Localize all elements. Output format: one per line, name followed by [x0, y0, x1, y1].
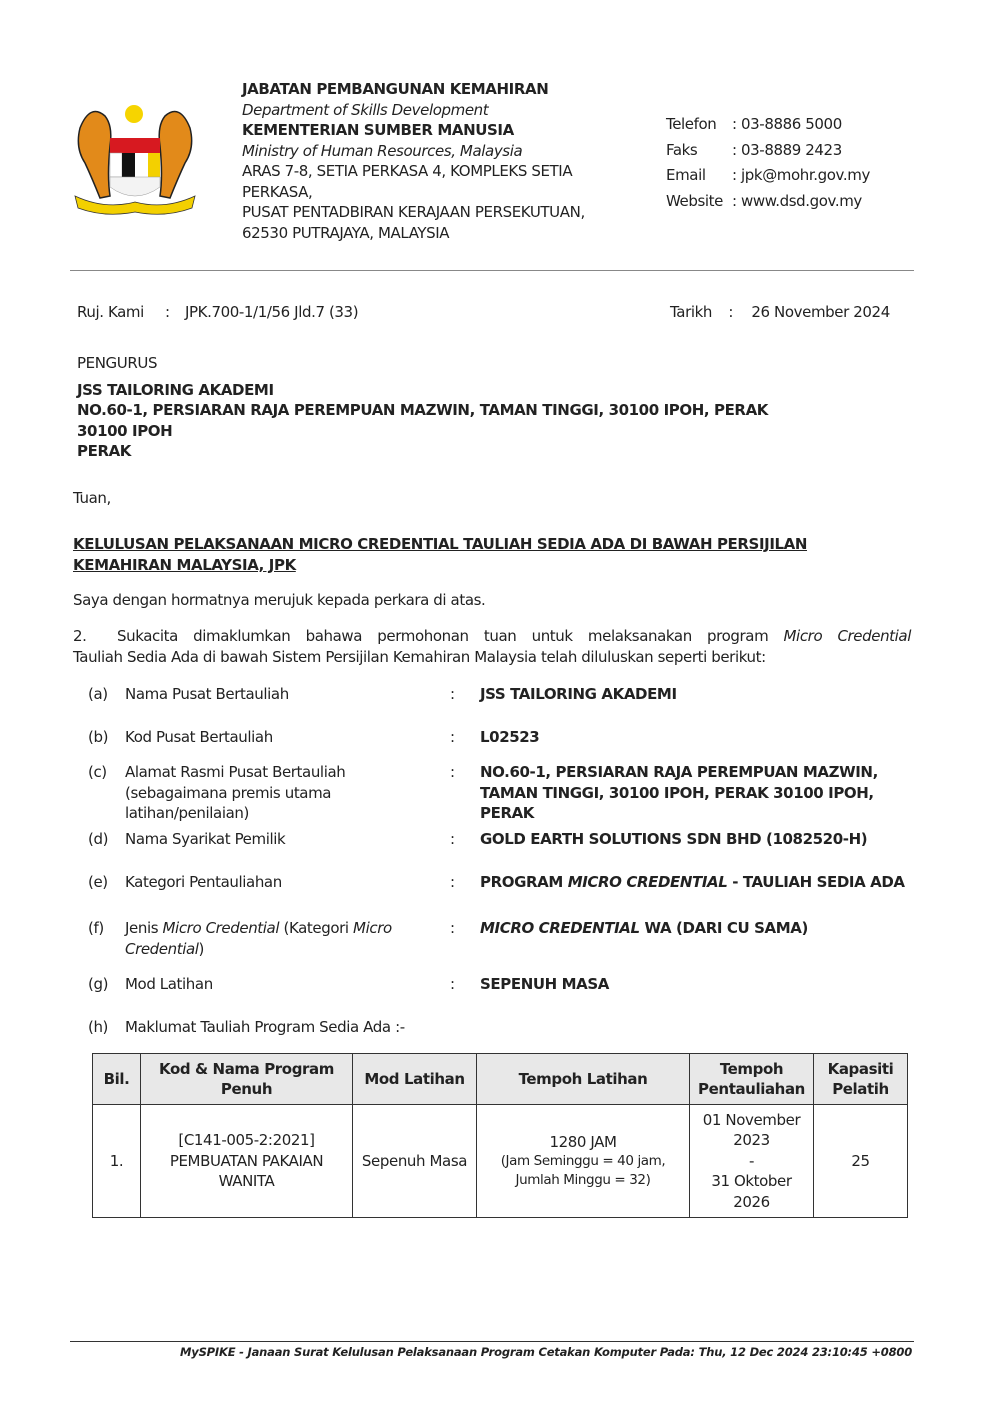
website-value: : www.dsd.gov.my — [732, 191, 862, 210]
item-label: Kategori Pentauliahan — [125, 873, 282, 891]
address-line: ARAS 7-8, SETIA PERKASA 4, KOMPLEKS SETIA — [242, 162, 573, 180]
date — [670, 303, 890, 321]
start-date: 01 November 2023 — [702, 1110, 801, 1150]
detail-item-a — [88, 684, 918, 705]
recipient-line: NO.60-1, PERSIARAN RAJA PEREMPUAN MAZWIN, TAMAN TINGGI, 30100 IPOH, PERAK — [77, 401, 769, 419]
recipient — [77, 353, 768, 462]
item-value: NO.60-1, PERSIARAN RAJA PEREMPUAN MAZWIN, TAMAN TINGGI, 30100 IPOH, PERAK 30100 IPOH, PERAK — [480, 763, 878, 822]
date-value: 26 November 2024 — [751, 303, 890, 321]
cell-kapasiti: 25 — [814, 1105, 908, 1218]
item-number: (h) — [88, 1018, 109, 1036]
fax-value: : 03-8889 2423 — [732, 140, 842, 159]
cell-mod: Sepenuh Masa — [353, 1105, 477, 1218]
detail-item-b — [88, 727, 918, 748]
date-separator: - — [748, 1151, 754, 1170]
address-line: PERKASA, — [242, 182, 313, 201]
item-label: Nama Pusat Bertauliah — [125, 685, 289, 703]
recipient-line: PERAK — [77, 442, 132, 460]
detail-item-f — [88, 918, 918, 959]
item-number: (e) — [88, 873, 108, 891]
item-colon: : — [450, 763, 455, 781]
item-label: Kod Pusat Bertauliah — [125, 728, 273, 746]
item-label: Nama Syarikat Pemilik — [125, 830, 286, 848]
recipient-line: 30100 IPOH — [77, 421, 173, 440]
reference-sep: : — [165, 303, 170, 321]
header-program: Kod & Nama Program Penuh — [141, 1054, 353, 1105]
table-header-row — [93, 1054, 908, 1105]
ministry-name-en: Ministry of Human Resources, Malaysia — [242, 141, 523, 160]
item-value: GOLD EARTH SOLUTIONS SDN BHD (1082520-H) — [480, 830, 868, 848]
header-divider — [70, 270, 914, 271]
item-number: (d) — [88, 830, 109, 848]
header-mod: Mod Latihan — [353, 1054, 477, 1105]
table-row — [93, 1105, 908, 1218]
subject-line: KEMAHIRAN MALAYSIA, JPK — [73, 556, 296, 574]
item-number: (f) — [88, 919, 104, 937]
reference-value: JPK.700-1/1/56 Jld.7 (33) — [185, 303, 359, 321]
date-sep: : — [728, 303, 734, 321]
paragraph-number: 2. — [73, 627, 87, 645]
detail-item-d — [88, 829, 918, 850]
subject — [73, 534, 807, 576]
recipient-title: PENGURUS — [77, 354, 158, 372]
salutation: Tuan, — [73, 489, 111, 507]
paragraph-2 — [73, 626, 911, 667]
contact-info — [666, 112, 870, 214]
reference-label: Ruj. Kami — [77, 303, 144, 321]
header-tempoh-latihan: Tempoh Latihan — [477, 1054, 690, 1105]
phone-value: : 03-8886 5000 — [732, 115, 842, 133]
item-value: PROGRAM MICRO CREDENTIAL - TAULIAH SEDIA ADA — [480, 873, 905, 891]
item-colon: : — [450, 873, 455, 891]
detail-item-c — [88, 762, 918, 824]
website-label: Website — [666, 191, 723, 210]
paragraph-text: Sukacita dimaklumkan bahawa permohonan tuan untuk melaksanakan program — [117, 627, 784, 645]
item-label: Alamat Rasmi Pusat Bertauliah (sebagaimana premis utama latihan/penilaian) — [125, 763, 346, 822]
item-colon: : — [450, 830, 455, 848]
header-bil: Bil. — [93, 1054, 141, 1105]
recipient-line: JSS TAILORING AKADEMI — [77, 380, 274, 399]
item-number: (g) — [88, 975, 109, 993]
detail-item-h — [88, 1017, 918, 1038]
paragraph-italic: Micro Credential — [783, 627, 911, 645]
phone-label: Telefon — [666, 115, 717, 133]
cell-bil: 1. — [93, 1105, 141, 1218]
item-label: Mod Latihan — [125, 975, 213, 993]
item-number: (a) — [88, 685, 108, 703]
item-colon: : — [450, 685, 455, 703]
item-value: MICRO CREDENTIAL WA (DARI CU SAMA) — [480, 919, 808, 937]
address-line: 62530 PUTRAJAYA, MALAYSIA — [242, 223, 450, 242]
cell-tempoh-latihan — [477, 1105, 690, 1218]
item-value: L02523 — [480, 728, 540, 746]
address-line: PUSAT PENTADBIRAN KERAJAAN PERSEKUTUAN, — [242, 203, 585, 221]
end-date: 31 Oktober 2026 — [711, 1172, 792, 1211]
footer-divider — [70, 1341, 914, 1342]
tempoh-detail: (Jam Seminggu = 40 jam, Jumlah Minggu = 32) — [500, 1153, 666, 1189]
item-colon: : — [450, 919, 455, 937]
item-value: SEPENUH MASA — [480, 975, 609, 993]
item-label: Jenis Micro Credential (Kategori Micro Credential) — [125, 919, 392, 958]
cell-tempoh-pentauliahan — [690, 1105, 814, 1218]
header-tempoh-pentauliahan: Tempoh Pentauliahan — [690, 1054, 814, 1105]
program-table — [92, 1053, 908, 1218]
detail-item-g — [88, 974, 918, 995]
email-label: Email — [666, 166, 706, 184]
item-colon: : — [450, 975, 455, 993]
item-number: (c) — [88, 763, 107, 781]
footer-text: MySPIKE - Janaan Surat Kelulusan Pelaksanaan Program Cetakan Komputer Pada: Thu, 12 Dec 2024 23:10:45 +0800 — [180, 1345, 912, 1359]
date-label: Tarikh — [670, 303, 712, 321]
department-name: JABATAN PEMBANGUNAN KEMAHIRAN — [242, 80, 549, 98]
item-number: (b) — [88, 728, 109, 746]
item-colon: : — [450, 728, 455, 746]
email-value: : jpk@mohr.gov.my — [732, 166, 870, 184]
item-value: JSS TAILORING AKADEMI — [480, 685, 677, 703]
letterhead — [242, 79, 585, 243]
subject-line: KELULUSAN PELAKSANAAN MICRO CREDENTIAL TAULIAH SEDIA ADA DI BAWAH PERSIJILAN — [73, 535, 808, 553]
header-kapasiti: Kapasiti Pelatih — [814, 1054, 908, 1105]
tempoh-hours: 1280 JAM — [549, 1132, 617, 1151]
paragraph-text: Tauliah Sedia Ada di bawah Sistem Persijilan Kemahiran Malaysia telah diluluskan seperti berikut: — [73, 647, 766, 666]
malaysia-coat-of-arms-logo — [70, 98, 200, 220]
item-label: Maklumat Tauliah Program Sedia Ada :- — [125, 1018, 405, 1036]
paragraph-1: Saya dengan hormatnya merujuk kepada perkara di atas. — [73, 591, 486, 609]
cell-program: [C141-005-2:2021] PEMBUATAN PAKAIAN WANITA — [141, 1105, 353, 1218]
fax-label: Faks — [666, 140, 698, 159]
reference — [77, 303, 359, 321]
department-name-en: Department of Skills Development — [242, 100, 489, 119]
detail-item-e — [88, 872, 918, 893]
ministry-name: KEMENTERIAN SUMBER MANUSIA — [242, 121, 514, 139]
